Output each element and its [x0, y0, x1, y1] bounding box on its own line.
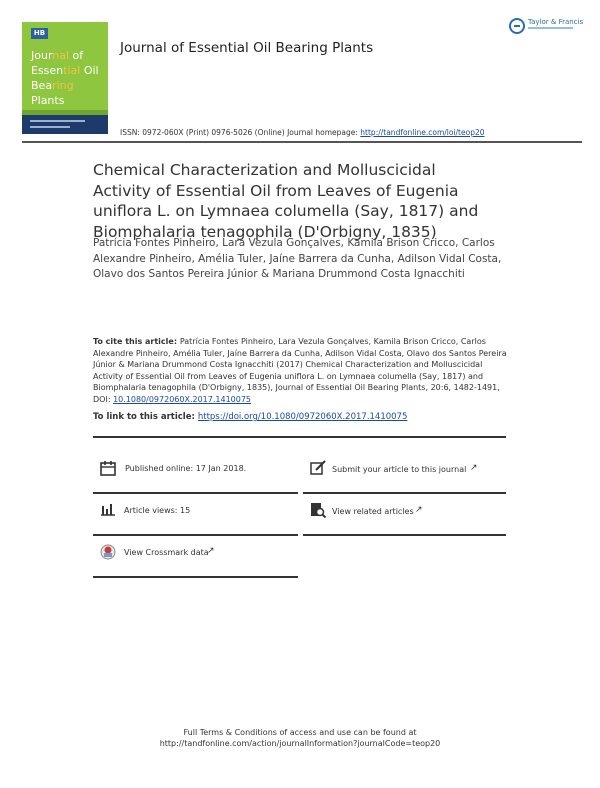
- related-articles-icon: [310, 502, 326, 518]
- citation-text: Patrícia Fontes Pinheiro, Lara Vezula Gonçalves, Kamila Brison Cricco, Carlos Alexandre Pinheiro, Amélia Tuler, Jaíne Barrera da Cunha, Adilson Vidal Costa, Olavo dos Santos Pereira Júnior & Mariana Drummond Costa Ignacchiti (2017) Chemical Characterization and Molluscicidal Activity of Essential Oil from Leaves of Eugenia uniflora L. on Lymnaea columella (Say, 1817) and Biomphalaria tenagophila (D'Orbigny, 1835), Journal of Essential Oil Bearing Plants, 20:6, 1482-1491, DOI:: [93, 337, 507, 404]
- article-doi-link[interactable]: https://doi.org/10.1080/0972060X.2017.1410075: [197, 412, 408, 422]
- footer: [0, 727, 600, 749]
- box-divider: [303, 492, 506, 494]
- box-divider: [93, 492, 298, 494]
- calendar-icon: [100, 460, 116, 476]
- crossmark-icon: [100, 544, 116, 560]
- issn-text: ISSN: 0972-060X (Print) 0976-5026 (Online) Journal homepage:: [120, 128, 361, 137]
- related-articles-link[interactable]: View related articles: [332, 507, 414, 516]
- journal-title: Journal of Essential Oil Bearing Plants: [120, 40, 374, 56]
- external-link-icon: ↗: [470, 463, 478, 473]
- published-online-text: Published online: 17 Jan 2018.: [125, 464, 247, 473]
- citation-doi-link[interactable]: 10.1080/0972060X.2017.1410075: [113, 394, 252, 404]
- citation-block: [93, 336, 508, 405]
- related-articles-box[interactable]: [310, 502, 510, 522]
- cover-band: [22, 115, 108, 134]
- issn-line: [120, 128, 485, 137]
- publisher-logo[interactable]: [509, 16, 583, 36]
- cover-logo: HB: [31, 28, 48, 39]
- article-link-label: To link to this article:: [93, 412, 198, 422]
- edit-icon: [310, 460, 326, 476]
- article-title: Chemical Characterization and Molluscicidal Activity of Essential Oil from Leaves of Eugenia uniflora L. on Lymnaea columella (Say, 1817) and Biomphalaria tenagophila (D'Orbigny, 1835): [93, 161, 479, 241]
- submit-article-box[interactable]: [310, 460, 510, 480]
- journal-cover-image: [22, 22, 108, 134]
- header-divider: [22, 141, 582, 143]
- article-views-text: Article views: 15: [124, 506, 191, 515]
- box-divider: [93, 576, 298, 578]
- citation-label: To cite this article:: [93, 337, 180, 346]
- published-online-box: [100, 460, 300, 480]
- publisher-tagline-bar: [528, 27, 573, 29]
- journal-homepage-link[interactable]: http://tandfonline.com/loi/teop20: [360, 128, 485, 137]
- author-list: Patrícia Fontes Pinheiro, Lara Vezula Gonçalves, Kamila Brison Cricco, Carlos Alexandre Pinheiro, Amélia Tuler, Jaíne Barrera da Cunha, Adilson Vidal Costa, Olavo dos Santos Pereira Júnior & Mariana Drummond Costa Ignacchiti: [93, 237, 502, 280]
- box-divider: [93, 534, 298, 536]
- external-link-icon: ↗: [207, 546, 215, 556]
- footer-terms-link[interactable]: http://tandfonline.com/action/journalInformation?journalCode=teop20: [159, 739, 441, 748]
- bar-chart-icon: [100, 502, 116, 516]
- article-link-block: [93, 412, 508, 422]
- publisher-name: Taylor & Francis: [528, 18, 584, 26]
- submit-article-link[interactable]: Submit your article to this journal: [332, 465, 467, 474]
- section-divider: [93, 436, 506, 438]
- article-views-box: [100, 502, 300, 522]
- cover-title: Journal of Essential Oil Bearing Plants: [31, 49, 99, 107]
- footer-terms-text: Full Terms & Conditions of access and use can be found at: [183, 728, 417, 737]
- crossmark-box[interactable]: [100, 544, 300, 564]
- crossmark-link[interactable]: View Crossmark data: [124, 548, 209, 557]
- publisher-logo-icon: [509, 18, 525, 34]
- box-divider: [303, 534, 506, 536]
- external-link-icon: ↗: [415, 505, 423, 515]
